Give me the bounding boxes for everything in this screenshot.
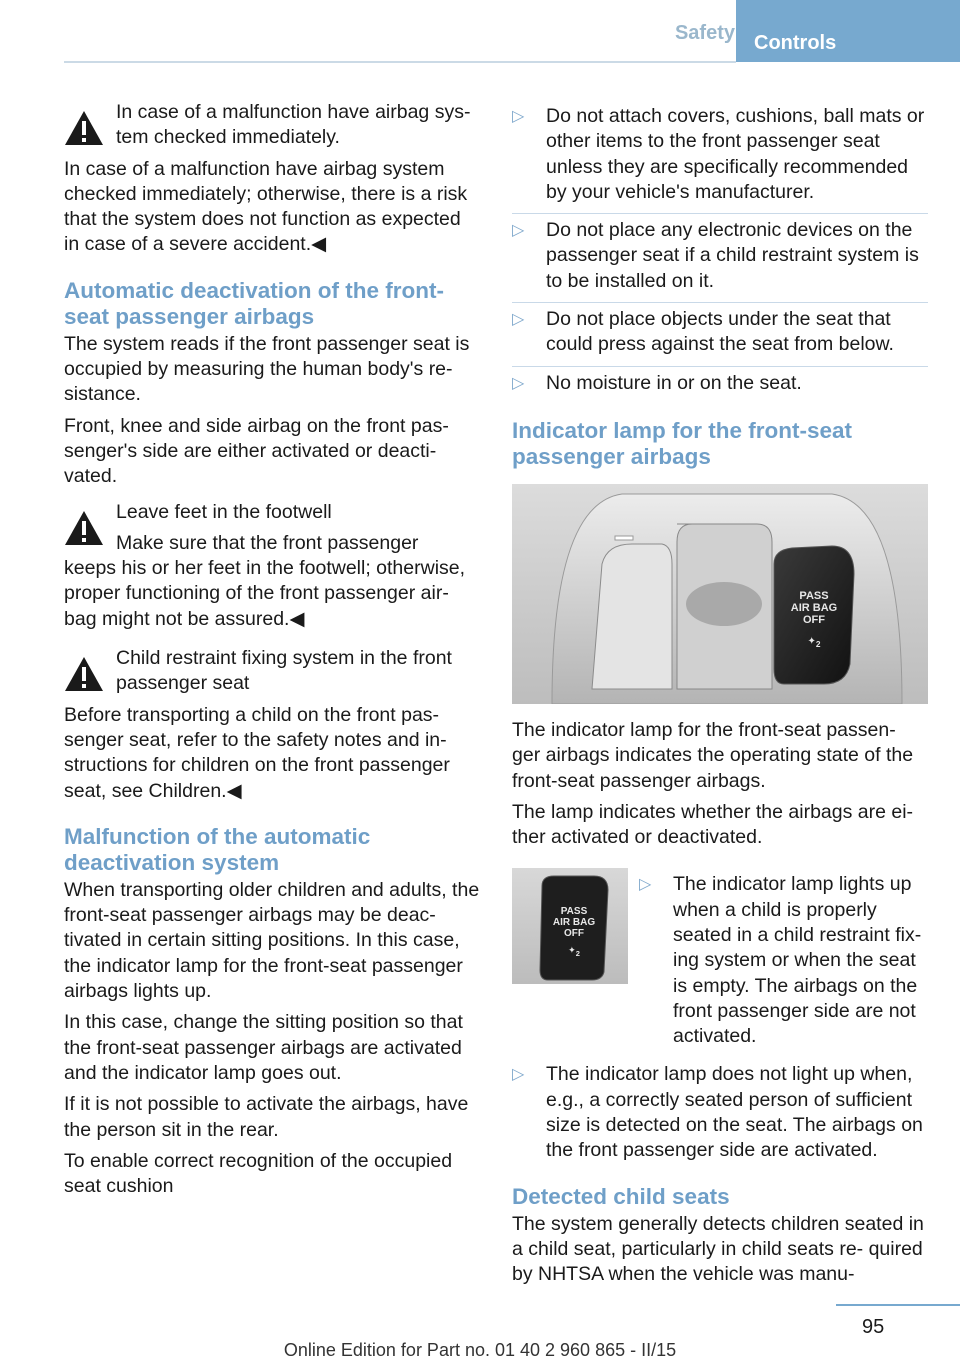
list-item: ▷ The indicator lamp lights up when a child is properly seated in a child restraint fix‐ ing system or when the seat is empty. The airbags on the front passenger side are not activated. [639,873,922,1048]
heading-detected-child-seats: Detected child seats [512,1183,730,1209]
bullet-triangle-icon: ▷ [512,108,525,125]
bullet-list [639,868,928,1057]
bullet-triangle-icon: ▷ [639,876,652,894]
warning-title: In case of a malfunction have airbag sys‐ tem checked immediately. [116,101,471,149]
seat-airbag-icon: $✦_2$ [568,945,580,959]
paragraph: In this case, change the sitting position so that the front-seat passenger airbags are activated and the indicator lamp goes out. [64,1011,463,1084]
warning-child-restraint [64,646,480,804]
bullet-triangle-icon: ▷ [512,374,525,392]
heading-automatic-deactivation: Automatic deactivation of the front- seat passenger airbags [64,277,445,329]
paragraph: To enable correct recognition of the occupied seat cushion [64,1149,453,1198]
warning-triangle-icon [64,110,104,146]
warning-triangle-icon [64,510,104,546]
console-illustration [512,484,928,704]
warning-title: Child restraint fixing system in the front passenger seat [116,647,452,695]
bullet-triangle-icon: ▷ [512,222,525,240]
warning-triangle-icon [64,656,104,692]
warning-subtitle: Make sure that the front passenger [116,531,419,554]
left-column [64,100,480,1205]
paragraph: If it is not possible to activate the airbags, have the person sit in the rear. [64,1093,469,1141]
warning-malfunction [64,100,480,258]
footer-rule [836,1304,960,1306]
paragraph: The lamp indicates whether the airbags are ei‐ ther activated or deactivated. [512,800,914,849]
heading-malfunction: Malfunction of the automatic deactivation system [64,823,371,875]
paragraph: The system reads if the front passenger seat is occupied by measuring the human body's re‐ sistance. [64,332,470,406]
bullet-triangle-icon: ▷ [512,311,525,329]
bullet-triangle-icon: ▷ [512,1066,525,1084]
section-tab-safety[interactable]: Safety [674,22,735,44]
paragraph: The system generally detects children seated in a child seat, particularly in child seats re‐ quired by NHTSA when the vehicle was manu‐ [512,1212,924,1286]
page-number: 95 [862,1316,885,1338]
indicator-lamp-closeup-photo: PASS AIR BAG OFF $✦_2$ [512,868,628,984]
list-item: ▷ Do not place any electronic devices on the passenger seat if a child restraint system is to be installed on it. [512,214,928,303]
heading-indicator-lamp: Indicator lamp for the front-seat passenger airbags [512,417,853,469]
list-item: ▷ Do not attach covers, cushions, ball mats or other items to the front passenger seat unless they are specifically recommended by your vehicle's manufacturer. [512,100,928,214]
list-item: ▷ Do not place objects under the seat that could press against the seat from below. [512,303,928,367]
edition-footer: Online Edition for Part no. 01 40 2 960 865 - II/15 [283,1340,677,1360]
bullet-list [512,100,928,404]
right-column [512,100,928,1294]
warning-footwell [64,500,480,632]
header-rule [64,61,736,63]
list-item: ▷ No moisture in or on the seat. [512,367,928,404]
indicator-lamp-photo [512,484,928,704]
pass-airbag-off-label: PASS AIR BAG OFF $✦_2$ [774,590,854,650]
section-tab-controls[interactable]: Controls [736,0,960,62]
page-header [0,0,960,62]
warning-body: keeps his or her feet in the footwell; otherwise, proper functioning of the front passenger air‐ bag might not be assured.◀ [64,557,466,630]
list-item: ▷ The indicator lamp does not light up when, e.g., a correctly seated person of sufficient size is detected on the seat. The airbags on the front passenger side are activated. [512,1063,923,1162]
bullet-list [512,1058,928,1171]
indicator-states [512,868,928,1058]
paragraph: When transporting older children and adults, the front-seat passenger airbags may be deac‐ tivated in certain sitting positions. In this case, the indicator lamp for the front-seat passenger airbags lights up. [64,878,480,1003]
warning-title: Leave feet in the footwell [116,500,332,523]
warning-body: Before transporting a child on the front pas‐ senger seat, refer to the safety notes and in‐ structions for children on the front passenger seat, see Children.◀ [64,703,450,802]
paragraph: Front, knee and side airbag on the front pas‐ senger's side are either activated or deacti‐ vated. [64,414,449,488]
warning-body: In case of a malfunction have airbag system checked immediately; otherwise, there is a risk that the system does not function as expected in case of a severe accident.◀ [64,157,468,256]
paragraph: The indicator lamp for the front-seat passen‐ ger airbags indicates the operating state of the front-seat passenger airbags. [512,718,914,792]
seat-airbag-icon: $✦_2$ [807,635,821,649]
